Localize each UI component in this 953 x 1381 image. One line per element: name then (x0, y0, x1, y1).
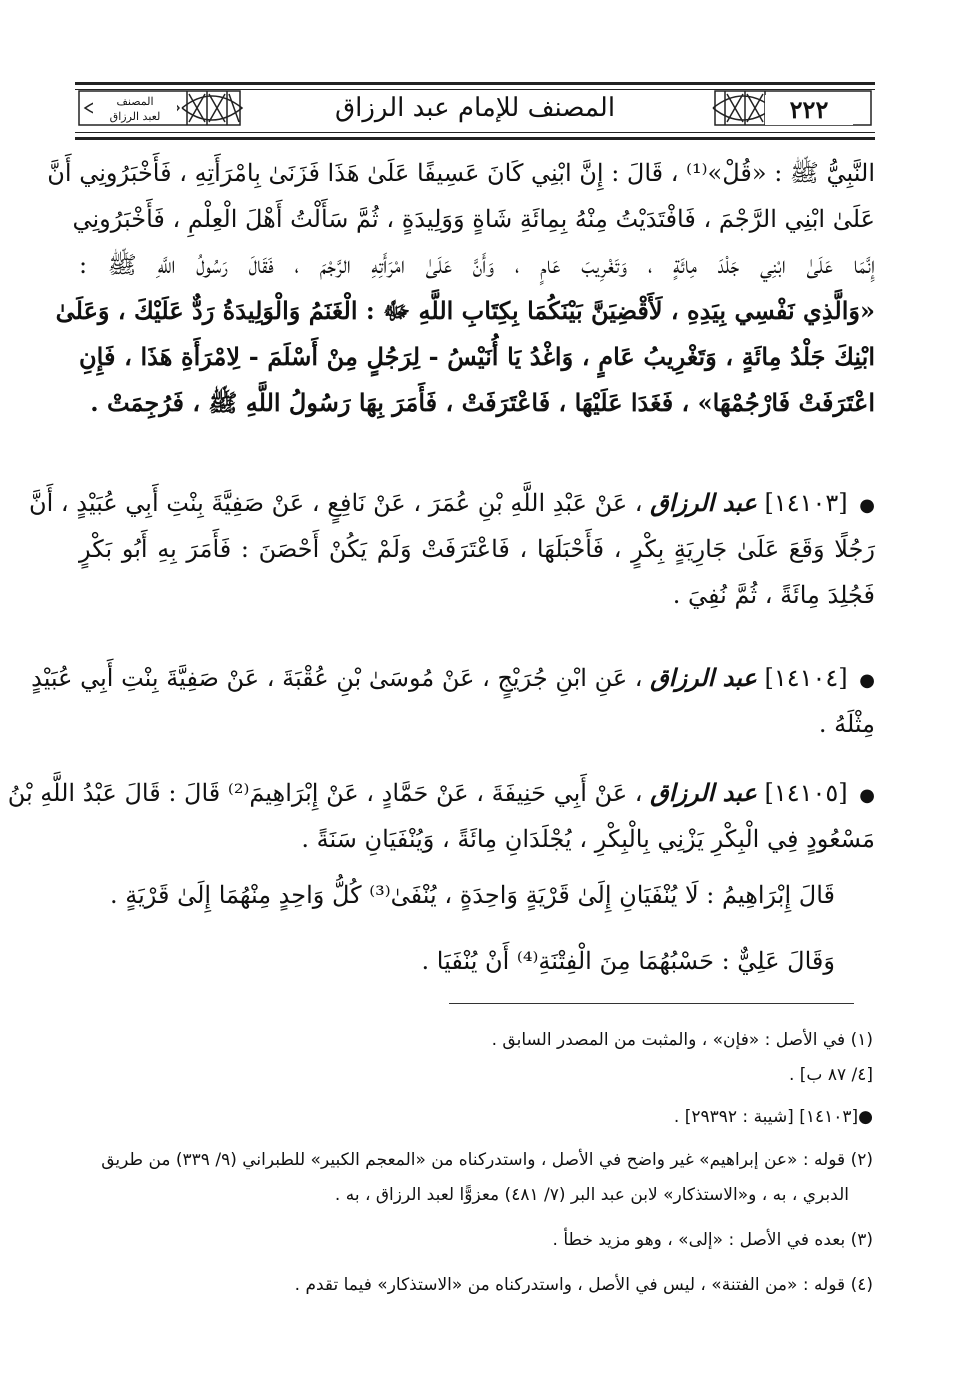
page-header (75, 82, 875, 140)
badge-line-2: لعبد الرزاق (109, 110, 161, 123)
hadith-14104-line-1 (31, 655, 875, 701)
footnote-14103 (77, 1102, 873, 1132)
page-number: ٢٢٢ (765, 95, 853, 125)
main-text (7, 150, 875, 1000)
hadith-14105-line-4: وَقَالَ عَلِيٌّ : حَسْبُهُمَا مِنَ الْفِتْنَةِ⁽⁴⁾ أَنْ يُنْفَيَا . (421, 947, 835, 975)
bullet-icon: ● (859, 670, 875, 691)
page-title: المصنف للإمام عبد الرزاق (334, 93, 616, 123)
footnote-2-cont: الدبري ، به ، و«الاستذكار» لابن عبد البر (٧/ ٤٨١) معزوًّا لعبد الرزاق ، به . (334, 1185, 849, 1205)
hadith-14105-line-1 (7, 770, 875, 816)
hadith-text: ، عَنْ أَبِي حَنِيفَةَ ، عَنْ حَمَّادٍ ، عَنْ إِبْرَاهِيمَ⁽²⁾ قَالَ : قَالَ عَبْدُ اللَّهِ بْنُ (7, 779, 643, 807)
book-badge (93, 94, 177, 124)
badge-line-1: المصنف (116, 95, 154, 108)
hadith-14103-line-3: فَجُلِدَ مِائَةً ، ثُمَّ نُفِيَ . (672, 581, 875, 609)
bullet-icon: ● (859, 785, 875, 806)
author-name: عبد الرزاق (650, 778, 757, 807)
hadith-14105-line-2: مَسْعُودٍ فِي الْبِكْرِ يَزْنِي بِالْبِكْرِ ، يُجْلَدَانِ مِائَةً ، وَيُنْفَيَانِ سَنَةً . (301, 825, 875, 853)
text-line: عَلَىٰ ابْنِي الرَّجْمَ ، فَافْتَدَيْتُ مِنْهُ بِمِائَةِ شَاةٍ وَوَلِيدَةٍ ، ثُمَّ سَأَلْتُ أَهْلَ الْعِلْمِ ، فَأَخْبَرُونِي (72, 205, 875, 233)
text-line: اعْتَرَفَتْ فَارْجُمْهَا» ، فَغَدَا عَلَيْهَا ، فَاعْتَرَفَتْ ، فَأَمَرَ بِهَا رَسُولُ اللَّهِ ﷺ ، فَرُجِمَتْ . (90, 388, 875, 417)
author-name: عبد الرزاق (650, 663, 757, 692)
footnote-4: (٤) قوله : «من الفتنة» ، ليس في الأصل ، واستدركناه من «الاستذكار» فيما تقدم . (294, 1275, 873, 1295)
bullet-icon: ● (858, 1107, 873, 1127)
text-line: النَّبِيُّ ﷺ : «قُلْ»⁽¹⁾ ، قَالَ : إِنَّ ابْنِي كَانَ عَسِيفًا عَلَىٰ هَذَا فَزَنَىٰ بِامْرَأَتِهِ ، فَأَخْبَرُونِي أَنَّ (47, 159, 875, 187)
hadith-14105-line-3: قَالَ إِبْرَاهِيمُ : لَا يُنْفَيَانِ إِلَىٰ قَرْيَةٍ وَاحِدَةٍ ، يُنْفَىٰ⁽³⁾ كُلُّ وَاحِدٍ مِنْهُمَا إِلَىٰ قَرْيَةٍ . (109, 881, 835, 909)
hadith-text: ، عَنِ ابْنِ جُرَيْجٍ ، عَنْ مُوسَىٰ بْنِ عُقْبَةَ ، عَنْ صَفِيَّةَ بِنْتِ أَبِي عُبَيْدٍ (31, 664, 643, 692)
footnote-folio: [٤/ ٨٧ ب] . (788, 1065, 873, 1085)
bullet-icon: ● (859, 495, 875, 516)
hadith-number: [١٤١٠٥] (764, 779, 848, 807)
hadith-number: [١٤١٠٤] (764, 664, 848, 692)
hadith-text: ، عَنْ عَبْدِ اللَّهِ بْنِ عُمَرَ ، عَنْ نَافِعٍ ، عَنْ صَفِيَّةَ بِنْتِ أَبِي عُبَيْدٍ ، أَنَّ (28, 489, 643, 517)
author-name: عبد الرزاق (650, 488, 757, 517)
footnote-2: (٢) قوله : «عن إبراهيم» غير واضح في الأصل ، واستدركناه من «المعجم الكبير» للطبراني (٩/ ٣٣٩) من طريق (101, 1150, 873, 1170)
hadith-14104-line-2: مِثْلَهُ . (818, 710, 875, 738)
hadith-number: [١٤١٠٣] (764, 489, 848, 517)
footnote-1: (١) في الأصل : «فإن» ، والمثبت من المصدر السابق . (491, 1030, 873, 1050)
text-line: «وَالَّذِي نَفْسِي بِيَدِهِ ، لَأَقْضِيَنَّ بَيْنَكُمَا بِكِتَابِ اللَّهِ ﷻ : الْغَنَمُ وَالْوَلِيدَةُ رَدٌّ عَلَيْكَ ، وَعَلَىٰ (55, 296, 875, 325)
footnote-3: (٣) بعده في الأصل : «إلى» ، وهو مزيد خطأ . (552, 1230, 873, 1250)
hadith-14103-line-1 (28, 480, 875, 526)
hadith-14103-line-2: رَجُلًا وَقَعَ عَلَىٰ جَارِيَةٍ بِكْرٍ ، فَأَحْبَلَهَا ، فَاعْتَرَفَتْ وَلَمْ يَكُنْ أَحْصَنَ : فَأَمَرَ بِهِ أَبُو بَكْرٍ (79, 535, 875, 563)
footnote-divider (449, 1003, 854, 1004)
text-line: إِنَّمَا عَلَىٰ ابْنِي جَلْدَ مِائَةٍ ، وَتَغْرِيبَ عَامٍ ، وَأَنَّ عَلَىٰ امْرَأَتِهِ الرَّجْمَ ، فَقَالَ رَسُولُ اللَّهِ ﷺ : (79, 251, 875, 279)
footnote-text: [١٤١٠٣] [شيبة : ٢٩٣٩٢] . (673, 1107, 859, 1127)
text-line: ابْنِكَ جَلْدُ مِائَةٍ ، وَتَغْرِيبُ عَامٍ ، وَاغْدُ يَا أُنَيْسُ - لِرَجُلٍ مِنْ أَسْلَمَ - لِامْرَأَةِ هَذَا ، فَإِنِ (79, 342, 875, 371)
